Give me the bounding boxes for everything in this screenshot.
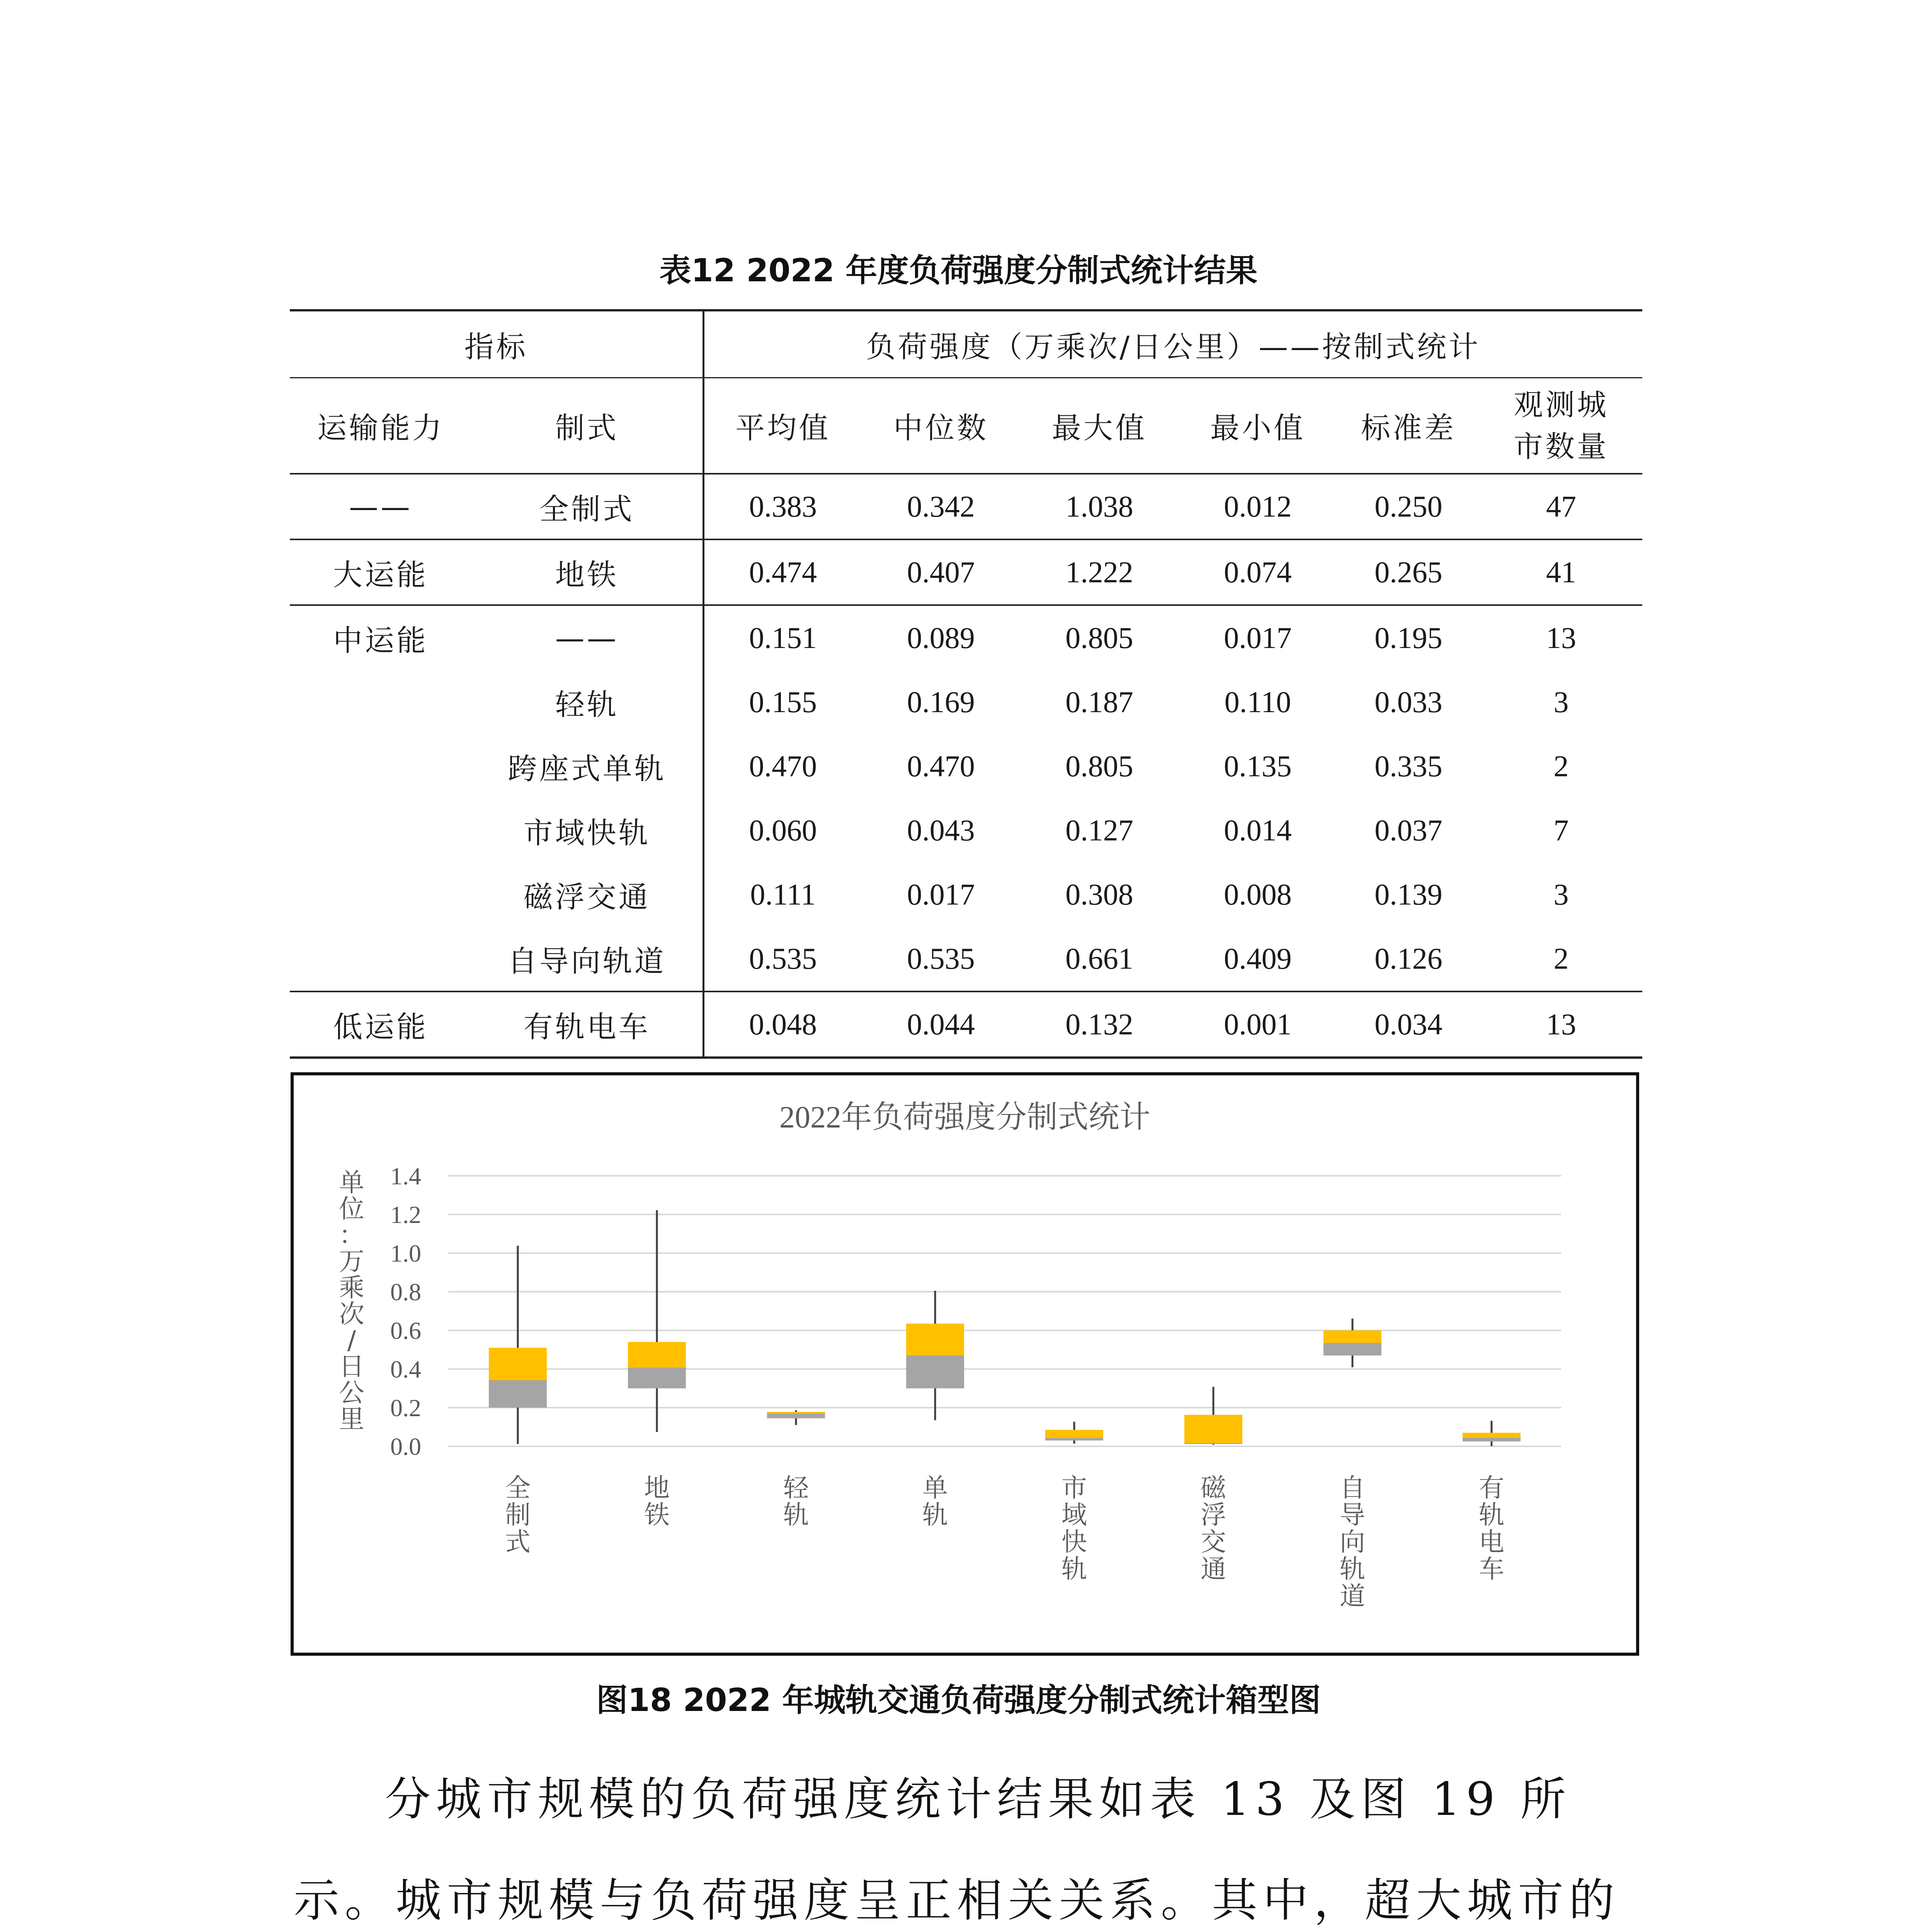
- cell-std: 0.139: [1374, 878, 1442, 911]
- header-median: 中位数: [862, 378, 1020, 474]
- header-indicator: 指标: [290, 310, 703, 378]
- header-max: 最大值: [1020, 378, 1179, 474]
- cell-system: 磁浮交通: [523, 879, 650, 914]
- table-row: [290, 605, 1642, 670]
- cell-system: 地铁: [471, 539, 703, 605]
- x-axis-categories: [505, 1473, 1504, 1611]
- cell-count: 47: [1480, 474, 1642, 539]
- x-category-label: 单轨: [922, 1473, 948, 1530]
- cell-min: 0.110: [1224, 685, 1291, 719]
- y-tick-label: 1.0: [390, 1240, 421, 1267]
- box-lower-quartile: [489, 1380, 547, 1408]
- box-有轨电车: [1463, 1421, 1521, 1446]
- cell-min: 0.001: [1179, 992, 1337, 1058]
- box-全制式: [489, 1246, 547, 1444]
- table-row: [290, 734, 1642, 798]
- table-row: [290, 798, 1642, 862]
- cell-min: 0.135: [1224, 749, 1292, 783]
- box-upper-quartile: [1323, 1330, 1381, 1343]
- cell-count: 41: [1480, 539, 1642, 605]
- cell-count: 13: [1546, 621, 1577, 655]
- cell-count: 13: [1480, 992, 1642, 1058]
- y-axis-label: [339, 1168, 364, 1434]
- cell-min: 0.012: [1179, 474, 1337, 539]
- cell-min: 0.074: [1179, 539, 1337, 605]
- cell-capacity: [290, 798, 471, 862]
- cell-median: 0.470: [907, 749, 975, 783]
- box-lower-quartile: [1184, 1443, 1242, 1444]
- cell-min: 0.014: [1224, 813, 1292, 847]
- y-tick-label: 0.2: [390, 1394, 421, 1422]
- cell-max: 1.038: [1020, 474, 1179, 539]
- cell-system: 轻轨: [555, 687, 619, 722]
- header-load-intensity-group: 负荷强度（万乘次/日公里）——按制式统计: [703, 310, 1642, 378]
- cell-std: 0.033: [1374, 685, 1442, 719]
- header-city-count-line2: 市数量: [1514, 429, 1609, 464]
- x-category-label: 市域快轨: [1061, 1473, 1087, 1584]
- chart-title: 2022年负荷强度分制式统计: [779, 1100, 1150, 1134]
- box-lower-quartile: [628, 1368, 686, 1389]
- y-tick-label: 0.4: [390, 1355, 421, 1383]
- box-plot-svg: [294, 1075, 1636, 1653]
- cell-min: 0.409: [1179, 927, 1337, 992]
- box-upper-quartile: [1184, 1415, 1242, 1443]
- boxes: [489, 1210, 1521, 1446]
- table-row: [290, 992, 1642, 1058]
- cell-max: 0.805: [1065, 749, 1133, 783]
- box-lower-quartile: [1045, 1438, 1103, 1441]
- box-自导向轨道: [1323, 1319, 1381, 1367]
- header-city-count-line1: 观测城: [1514, 387, 1609, 422]
- cell-count: 3: [1553, 878, 1569, 911]
- cell-system: 全制式: [471, 474, 703, 539]
- cell-max: 0.661: [1020, 927, 1179, 992]
- header-capacity: 运输能力: [290, 378, 471, 474]
- cell-capacity: 中运能: [333, 623, 428, 658]
- table-caption: 表12 2022 年度负荷强度分制式统计结果: [659, 252, 1258, 289]
- cell-system: 跨座式单轨: [507, 751, 666, 786]
- cell-max: 0.187: [1065, 685, 1133, 719]
- cell-system: ——: [555, 621, 619, 655]
- y-tick-label: 0.6: [390, 1317, 421, 1344]
- table-row: [290, 539, 1642, 605]
- cell-count: 2: [1480, 927, 1642, 992]
- box-轻轨: [767, 1410, 825, 1425]
- y-tick-label: 1.4: [390, 1162, 421, 1190]
- table-row: [290, 474, 1642, 539]
- cell-std: 0.250: [1337, 474, 1480, 539]
- header-std: 标准差: [1337, 378, 1480, 474]
- cell-max: 0.132: [1020, 992, 1179, 1058]
- cell-capacity: ——: [290, 474, 471, 539]
- gridlines: [448, 1176, 1561, 1446]
- x-category-label: 全制式: [505, 1473, 531, 1557]
- box-市域快轨: [1045, 1422, 1103, 1444]
- figure-caption: 图18 2022 年城轨交通负荷强度分制式统计箱型图: [596, 1682, 1321, 1719]
- cell-system: 有轨电车: [471, 992, 703, 1058]
- box-upper-quartile: [906, 1324, 964, 1356]
- x-category-label: 轻轨: [783, 1473, 809, 1530]
- cell-count: 7: [1553, 813, 1569, 847]
- cell-std: 0.265: [1337, 539, 1480, 605]
- box-lower-quartile: [906, 1355, 964, 1388]
- box-磁浮交通: [1184, 1387, 1242, 1445]
- cell-median: 0.044: [862, 992, 1020, 1058]
- box-upper-quartile: [489, 1348, 547, 1380]
- y-tick-label: 0.8: [390, 1278, 421, 1306]
- cell-system: 市域快轨: [523, 815, 650, 850]
- cell-median: 0.535: [862, 927, 1020, 992]
- cell-min: 0.008: [1224, 878, 1292, 911]
- cell-median: 0.169: [907, 685, 975, 719]
- box-upper-quartile: [767, 1412, 825, 1414]
- box-地铁: [628, 1210, 686, 1432]
- cell-capacity: [290, 862, 471, 927]
- cell-capacity: [290, 734, 471, 798]
- table-row: [290, 670, 1642, 734]
- cell-capacity: 低运能: [290, 992, 471, 1058]
- cell-mean: 0.535: [703, 927, 862, 992]
- cell-median: 0.043: [907, 813, 975, 847]
- y-axis-label-text: 单位：万乘次/日公里: [339, 1168, 364, 1434]
- cell-mean: 0.048: [703, 992, 862, 1058]
- cell-capacity: [290, 927, 471, 992]
- cell-mean: 0.383: [703, 474, 862, 539]
- header-system: 制式: [471, 378, 703, 474]
- cell-count: 3: [1553, 685, 1569, 719]
- header-city-count: [1480, 378, 1642, 474]
- cell-median: 0.089: [907, 621, 975, 655]
- box-upper-quartile: [628, 1342, 686, 1368]
- box-lower-quartile: [1463, 1438, 1521, 1442]
- cell-capacity: [290, 670, 471, 734]
- cell-mean: 0.474: [703, 539, 862, 605]
- cell-std: 0.037: [1374, 813, 1442, 847]
- body-paragraph: 分城市规模的负荷强度统计结果如表 13 及图 19 所示。城市规模与负荷强度呈正相关关系。其中，超大城市的: [294, 1772, 1620, 1927]
- table-row: [290, 862, 1642, 927]
- y-tick-label: 1.2: [390, 1201, 421, 1228]
- cell-capacity: 大运能: [290, 539, 471, 605]
- y-tick-label: 0.0: [390, 1433, 421, 1460]
- cell-std: 0.126: [1337, 927, 1480, 992]
- cell-max: 0.127: [1065, 813, 1133, 847]
- cell-mean: 0.155: [703, 670, 862, 734]
- box-单轨: [906, 1291, 964, 1420]
- box-lower-quartile: [1323, 1343, 1381, 1356]
- cell-system: 自导向轨道: [471, 927, 703, 992]
- cell-std: 0.195: [1374, 621, 1442, 655]
- cell-median: 0.407: [862, 539, 1020, 605]
- cell-count: 2: [1553, 749, 1569, 783]
- statistics-table: [290, 309, 1642, 1059]
- x-category-label: 有轨电车: [1479, 1473, 1504, 1584]
- x-category-label: 磁浮交通: [1201, 1473, 1226, 1584]
- y-axis-ticks: [390, 1162, 421, 1460]
- cell-mean: 0.151: [703, 605, 862, 670]
- header-mean: 平均值: [703, 378, 862, 474]
- cell-median: 0.342: [862, 474, 1020, 539]
- cell-mean: 0.060: [703, 798, 862, 862]
- table-row: [290, 927, 1642, 992]
- x-category-label: 自导向轨道: [1340, 1473, 1365, 1611]
- cell-std: 0.034: [1337, 992, 1480, 1058]
- cell-median: 0.017: [907, 878, 975, 911]
- cell-max: 0.805: [1065, 621, 1133, 655]
- box-lower-quartile: [767, 1414, 825, 1418]
- box-upper-quartile: [1045, 1430, 1103, 1438]
- cell-max: 0.308: [1065, 878, 1133, 911]
- x-category-label: 地铁: [644, 1473, 670, 1530]
- cell-min: 0.017: [1224, 621, 1292, 655]
- cell-max: 1.222: [1020, 539, 1179, 605]
- cell-std: 0.335: [1374, 749, 1442, 783]
- cell-mean: 0.111: [703, 862, 862, 927]
- box-plot-chart: [291, 1072, 1639, 1656]
- cell-mean: 0.470: [703, 734, 862, 798]
- box-upper-quartile: [1463, 1433, 1521, 1438]
- header-min: 最小值: [1179, 378, 1337, 474]
